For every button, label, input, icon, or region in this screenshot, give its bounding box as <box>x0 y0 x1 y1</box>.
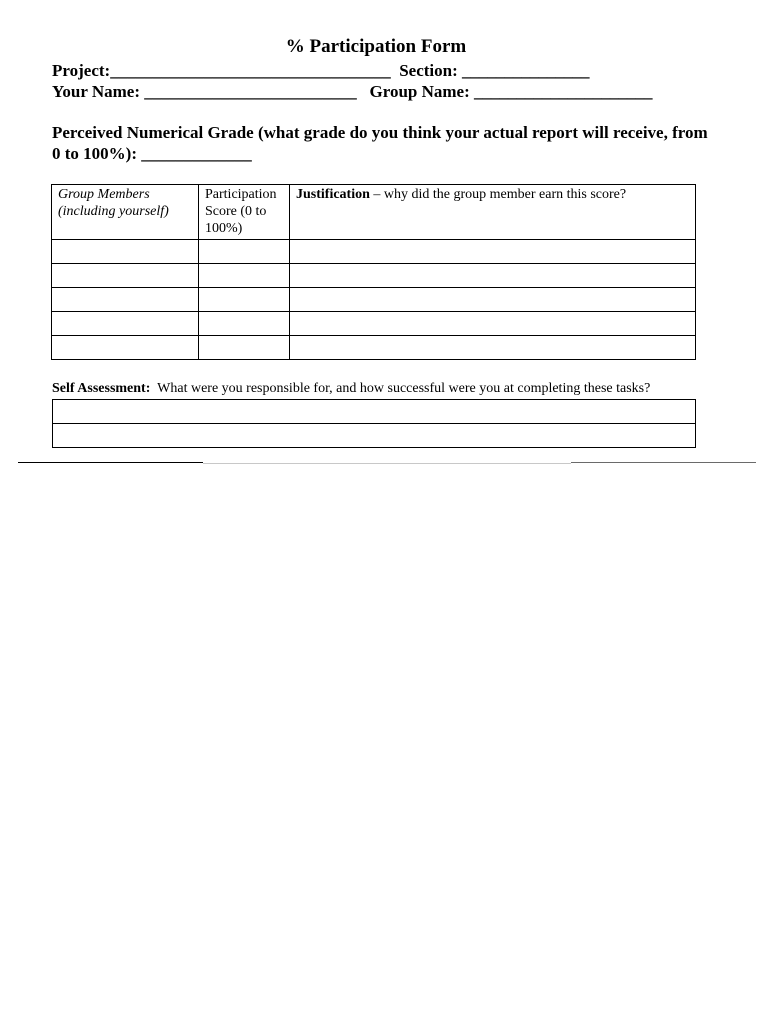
member-justification-cell <box>290 264 696 288</box>
self-assessment-cell <box>53 424 696 448</box>
perceived-grade-question: Perceived Numerical Grade (what grade do you think your actual report will receive, from 0 to 100%): _____________ <box>52 123 708 163</box>
member-name-cell <box>52 312 199 336</box>
self-assessment-table <box>52 399 696 448</box>
member-justification-cell <box>290 240 696 264</box>
justification-header-bold: Justification <box>296 187 370 202</box>
table-row <box>52 336 696 360</box>
form-title: % Participation Form <box>285 36 467 57</box>
self-assessment-prompt <box>52 380 650 397</box>
member-score-cell <box>199 336 290 360</box>
member-name-cell <box>52 240 199 264</box>
justification-header-text: – why did the group member earn this score? <box>369 187 627 202</box>
member-justification-cell <box>290 336 696 360</box>
project-section-line: Project:_________________________________ Section: _______________ <box>52 61 590 80</box>
participation-score-header: Participation Score (0 to 100%) <box>199 185 290 240</box>
table-row <box>52 288 696 312</box>
member-score-cell <box>199 264 290 288</box>
table-row <box>52 240 696 264</box>
table-row <box>53 424 696 448</box>
self-assessment-label: Self Assessment: <box>52 381 151 396</box>
justification-header <box>290 185 696 240</box>
member-score-cell <box>199 240 290 264</box>
member-justification-cell <box>290 312 696 336</box>
group-members-header: Group Members (including yourself) <box>52 185 199 240</box>
members-table-header-row <box>52 185 696 240</box>
member-score-cell <box>199 312 290 336</box>
table-row <box>53 400 696 424</box>
member-name-cell <box>52 264 199 288</box>
table-row <box>52 312 696 336</box>
page-rule-right <box>571 462 756 463</box>
member-justification-cell <box>290 288 696 312</box>
table-row <box>52 264 696 288</box>
page-rule-middle <box>203 463 571 464</box>
self-assessment-question: What were you responsible for, and how successful were you at completing these tasks? <box>150 381 651 396</box>
page-rule-left <box>18 462 203 463</box>
member-name-cell <box>52 288 199 312</box>
name-group-line: Your Name: _________________________ Group Name: _____________________ <box>52 82 653 101</box>
group-members-table <box>51 184 696 360</box>
member-name-cell <box>52 336 199 360</box>
self-assessment-cell <box>53 400 696 424</box>
member-score-cell <box>199 288 290 312</box>
